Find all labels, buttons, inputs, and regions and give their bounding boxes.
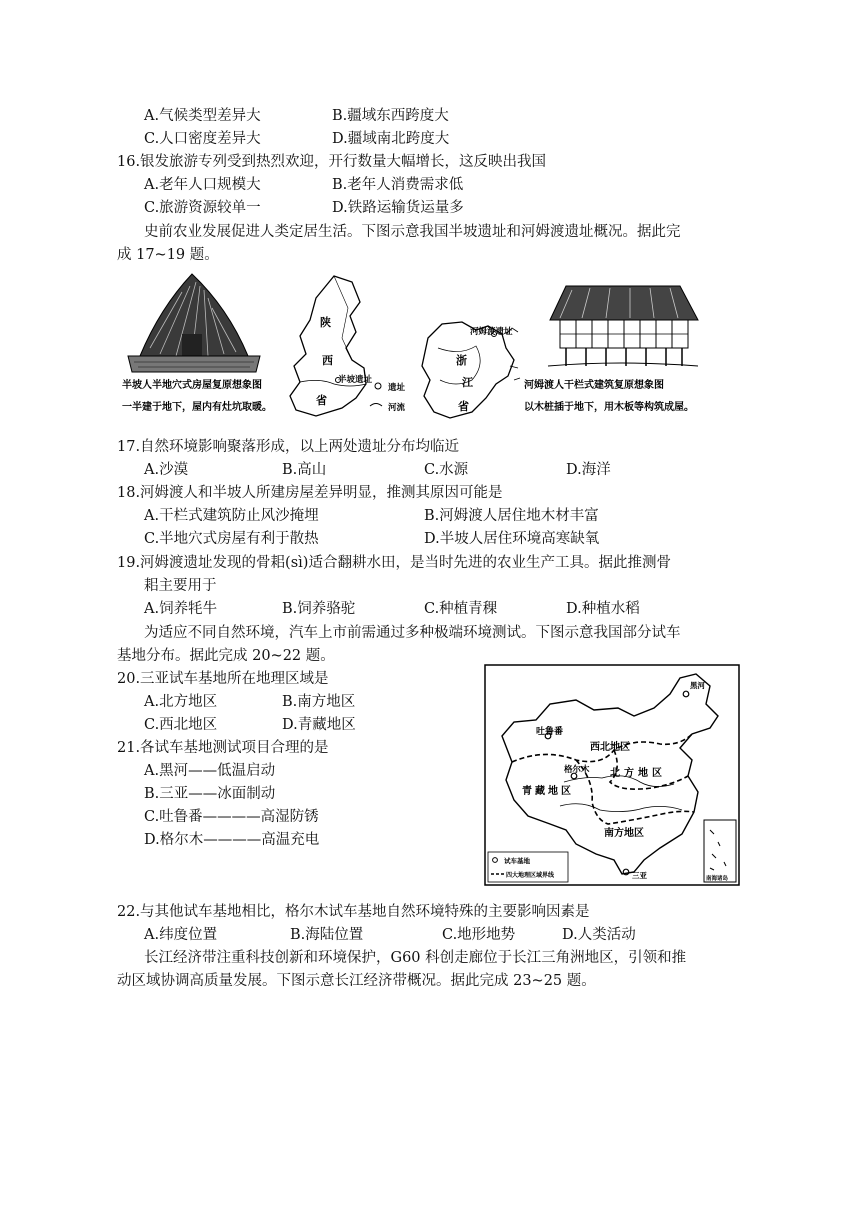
zhejiang-label-2: 江 <box>462 376 473 389</box>
intro-17-19-line1: 史前农业发展促进人类定居生活。下图示意我国半坡遗址和河姆渡遗址概况。据此完 <box>144 224 681 240</box>
qingzang-region-label: 青藏地区 <box>522 786 574 797</box>
settlement-sites-figure <box>120 268 700 428</box>
intro-20-22-line1: 为适应不同自然环境，汽车上市前需通过多种极端环境测试。下图示意我国部分试车 <box>144 625 681 641</box>
q17-option-a: A.沙漠 <box>144 462 189 478</box>
hemudu-site-label: 河姆渡遗址 <box>470 327 513 337</box>
q17-option-d: D.海洋 <box>566 462 611 478</box>
legend-base-label: 试车基地 <box>504 857 530 865</box>
q18-option-c: C.半地穴式房屋有利于散热 <box>144 531 319 547</box>
q19-option-c: C.种植青稞 <box>424 601 498 617</box>
northwest-region-label: 西北地区 <box>590 742 630 753</box>
q15-option-a: A.气候类型差异大 <box>144 108 261 124</box>
q17-stem: 17.自然环境影响聚落形成，以上两处遗址分布均临近 <box>117 439 460 455</box>
banpo-site-label: 半坡遗址 <box>338 375 373 385</box>
q20-option-c: C.西北地区 <box>144 717 218 733</box>
q18-option-b: B.河姆渡人居住地木材丰富 <box>424 508 599 524</box>
banpo-caption-title: 半坡人半地穴式房屋复原想象图 <box>122 380 262 391</box>
q22-option-d: D.人类活动 <box>562 927 636 943</box>
q16-stem: 16.银发旅游专列受到热烈欢迎，开行数量大幅增长，这反映出我国 <box>117 154 547 170</box>
shaanxi-label-1: 陕 <box>320 316 331 329</box>
legend-river-symbol <box>370 404 382 407</box>
q19-stem-line2: 耜主要用于 <box>144 578 217 594</box>
q16-option-b: B.老年人消费需求低 <box>332 177 464 193</box>
hemudu-caption-title: 河姆渡人干栏式建筑复原想象图 <box>524 380 664 391</box>
q19-option-d: D.种植水稻 <box>566 601 640 617</box>
intro-23-25-line1: 长江经济带注重科技创新和环境保护，G60 科创走廊位于长江三角洲地区，引领和推 <box>144 950 687 966</box>
legend-site-label: 遗址 <box>388 383 406 393</box>
q18-stem: 18.河姆渡人和半坡人所建房屋差异明显，推测其原因可能是 <box>117 485 503 501</box>
q16-option-a: A.老年人口规模大 <box>144 177 261 193</box>
q21-option-b: B.三亚——冰面制动 <box>144 786 276 802</box>
shaanxi-label-3: 省 <box>316 394 327 407</box>
shaanxi-label-2: 西 <box>322 354 333 367</box>
q16-option-d: D.铁路运输货运量多 <box>332 200 464 216</box>
zhejiang-label-1: 浙 <box>456 354 467 367</box>
q20-option-a: A.北方地区 <box>144 694 218 710</box>
q18-option-a: A.干栏式建筑防止风沙掩埋 <box>144 508 319 524</box>
q17-option-b: B.高山 <box>282 462 327 478</box>
q21-stem: 21.各试车基地测试项目合理的是 <box>117 740 329 756</box>
intro-20-22-line2: 基地分布。据此完成 20~22 题。 <box>117 648 335 664</box>
banpo-hut-illustration <box>128 274 260 372</box>
q22-option-a: A.纬度位置 <box>144 927 218 943</box>
q21-option-d: D.格尔木————高温充电 <box>144 832 320 848</box>
turpan-label: 吐鲁番 <box>536 727 564 737</box>
intro-23-25-line2: 动区域协调高质量发展。下图示意长江经济带概况。据此完成 23~25 题。 <box>117 973 596 989</box>
q20-option-b: B.南方地区 <box>282 694 356 710</box>
nanhai-inset-label: 南海诸岛 <box>706 876 729 882</box>
q21-option-a: A.黑河——低温启动 <box>144 763 276 779</box>
china-test-base-map <box>484 664 740 886</box>
legend-boundary-label: 四大地理区域界线 <box>506 872 555 879</box>
q19-option-a: A.饲养牦牛 <box>144 601 218 617</box>
legend-site-symbol <box>375 383 381 389</box>
q18-option-d: D.半坡人居住环境高寒缺氧 <box>424 531 600 547</box>
q15-option-b: B.疆域东西跨度大 <box>332 108 449 124</box>
golmud-label: 格尔木 <box>564 765 590 775</box>
q22-option-b: B.海陆位置 <box>290 927 364 943</box>
zhejiang-label-3: 省 <box>458 400 469 413</box>
north-region-label: 北方地区 <box>610 768 666 779</box>
q22-option-c: C.地形地势 <box>442 927 516 943</box>
heihe-label: 黑河 <box>690 681 705 690</box>
shaanxi-map <box>290 276 366 416</box>
south-region-label: 南方地区 <box>604 828 644 839</box>
q22-stem: 22.与其他试车基地相比，格尔木试车基地自然环境特殊的主要影响因素是 <box>117 904 590 920</box>
hemudu-caption-desc: 以木桩插于地下，用木板等构筑成屋。 <box>524 402 694 413</box>
q15-option-c: C.人口密度差异大 <box>144 131 261 147</box>
q19-stem-line1: 19.河姆渡遗址发现的骨耜(sì)适合翻耕水田，是当时先进的农业生产工具。据此推测骨 <box>117 555 671 571</box>
q20-option-d: D.青藏地区 <box>282 717 356 733</box>
legend-river-label: 河流 <box>388 403 406 413</box>
q21-option-c: C.吐鲁番————高湿防锈 <box>144 809 319 825</box>
banpo-caption-desc: 一半建于地下，屋内有灶坑取暖。 <box>122 402 272 413</box>
hemudu-stilt-house-illustration <box>548 286 698 366</box>
q20-stem: 20.三亚试车基地所在地理区域是 <box>117 671 329 687</box>
intro-17-19-line2: 成 17~19 题。 <box>117 247 219 263</box>
q15-option-d: D.疆域南北跨度大 <box>332 131 450 147</box>
q16-option-c: C.旅游资源较单一 <box>144 200 261 216</box>
q17-option-c: C.水源 <box>424 462 469 478</box>
q19-option-b: B.饲养骆驼 <box>282 601 356 617</box>
sanya-label: 三亚 <box>632 871 647 880</box>
